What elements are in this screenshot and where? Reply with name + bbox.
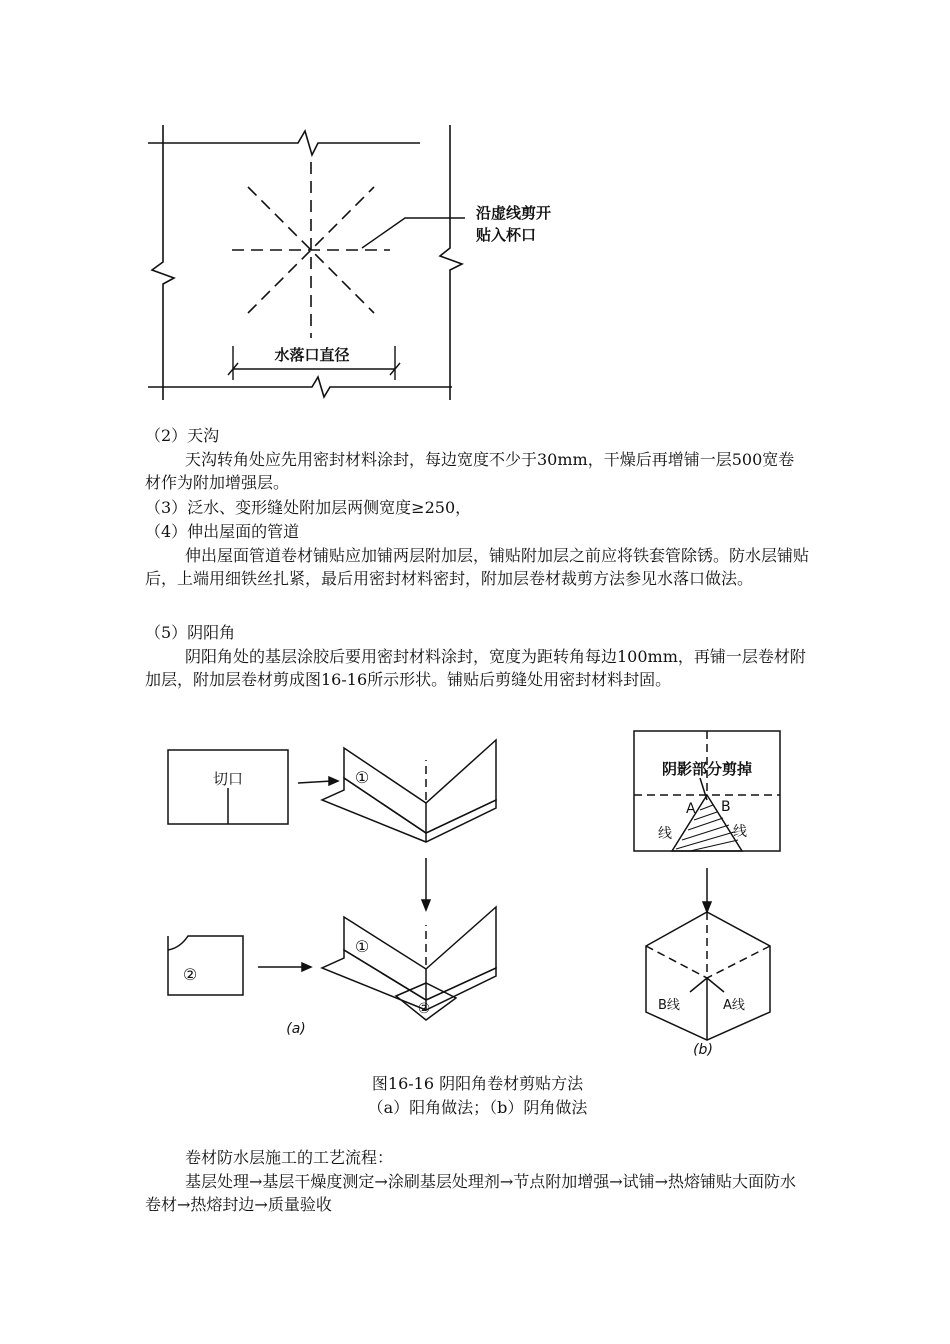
paragraph-gutter: 天沟转角处应先用密封材料涂封，每边宽度不少于30mm，干燥后再增铺一层500宽卷材作为附加增强层。	[145, 450, 795, 492]
process-intro: 卷材防水层施工的工艺流程：	[185, 1148, 394, 1167]
diameter-label: 水落口直径	[274, 346, 350, 364]
paragraph-pipes: 伸出屋面管道卷材铺贴应加铺两层附加层，铺贴附加层之前应将铁套管除锈。防水层铺贴后，上端用细铁丝扎紧，最后用密封材料密封，附加层卷材裁剪方法参见水落口做法。	[145, 546, 810, 588]
cut-label-line1: 沿虚线剪开	[476, 204, 552, 222]
piece2-marker-corner: ②	[417, 1001, 431, 1017]
figure-a-label: (a)	[286, 1021, 306, 1037]
heading-flashing: （3）泛水、变形缝处附加层两侧宽度≥250，	[145, 498, 472, 517]
a-line-label: A线	[723, 998, 745, 1013]
line-B-word: 线	[733, 824, 747, 840]
line-A-letter: A	[686, 801, 696, 817]
figure-caption-title: 图16-16 阴阳角卷材剪贴方法	[371, 1074, 584, 1093]
piece1-marker-bottom: ①	[354, 937, 370, 956]
heading-corners: （5）阴阳角	[145, 623, 236, 642]
cut-label-line2: 贴入杯口	[476, 226, 537, 244]
heading-pipes: （4）伸出屋面的管道	[145, 522, 300, 541]
figure-b-label: (b)	[693, 1042, 713, 1058]
b-line-label: B线	[658, 998, 680, 1013]
heading-gutter: （2）天沟	[145, 426, 220, 445]
piece2-marker-left: ②	[182, 965, 198, 984]
piece1-marker-top: ①	[354, 768, 370, 787]
shade-cut-label: 阴影部分剪掉	[661, 760, 753, 778]
paragraph-corners: 阴阳角处的基层涂胶后要用密封材料涂封，宽度为距转角每边100mm，再铺一层卷材附加层，附加层卷材剪成图16-16所示形状。铺贴后剪缝处用密封材料封固。	[145, 647, 806, 689]
line-A-word: 线	[658, 826, 672, 842]
line-B-letter: B	[721, 799, 731, 815]
process-flow: 基层处理→基层干燥度测定→涂刷基层处理剂→节点附加增强→试铺→热熔铺贴大面防水卷材→热熔封边→质量验收	[145, 1172, 797, 1214]
figure-caption-sub: （a）阳角做法；（b）阴角做法	[367, 1098, 588, 1117]
cut-notch-label: 切口	[212, 770, 244, 788]
